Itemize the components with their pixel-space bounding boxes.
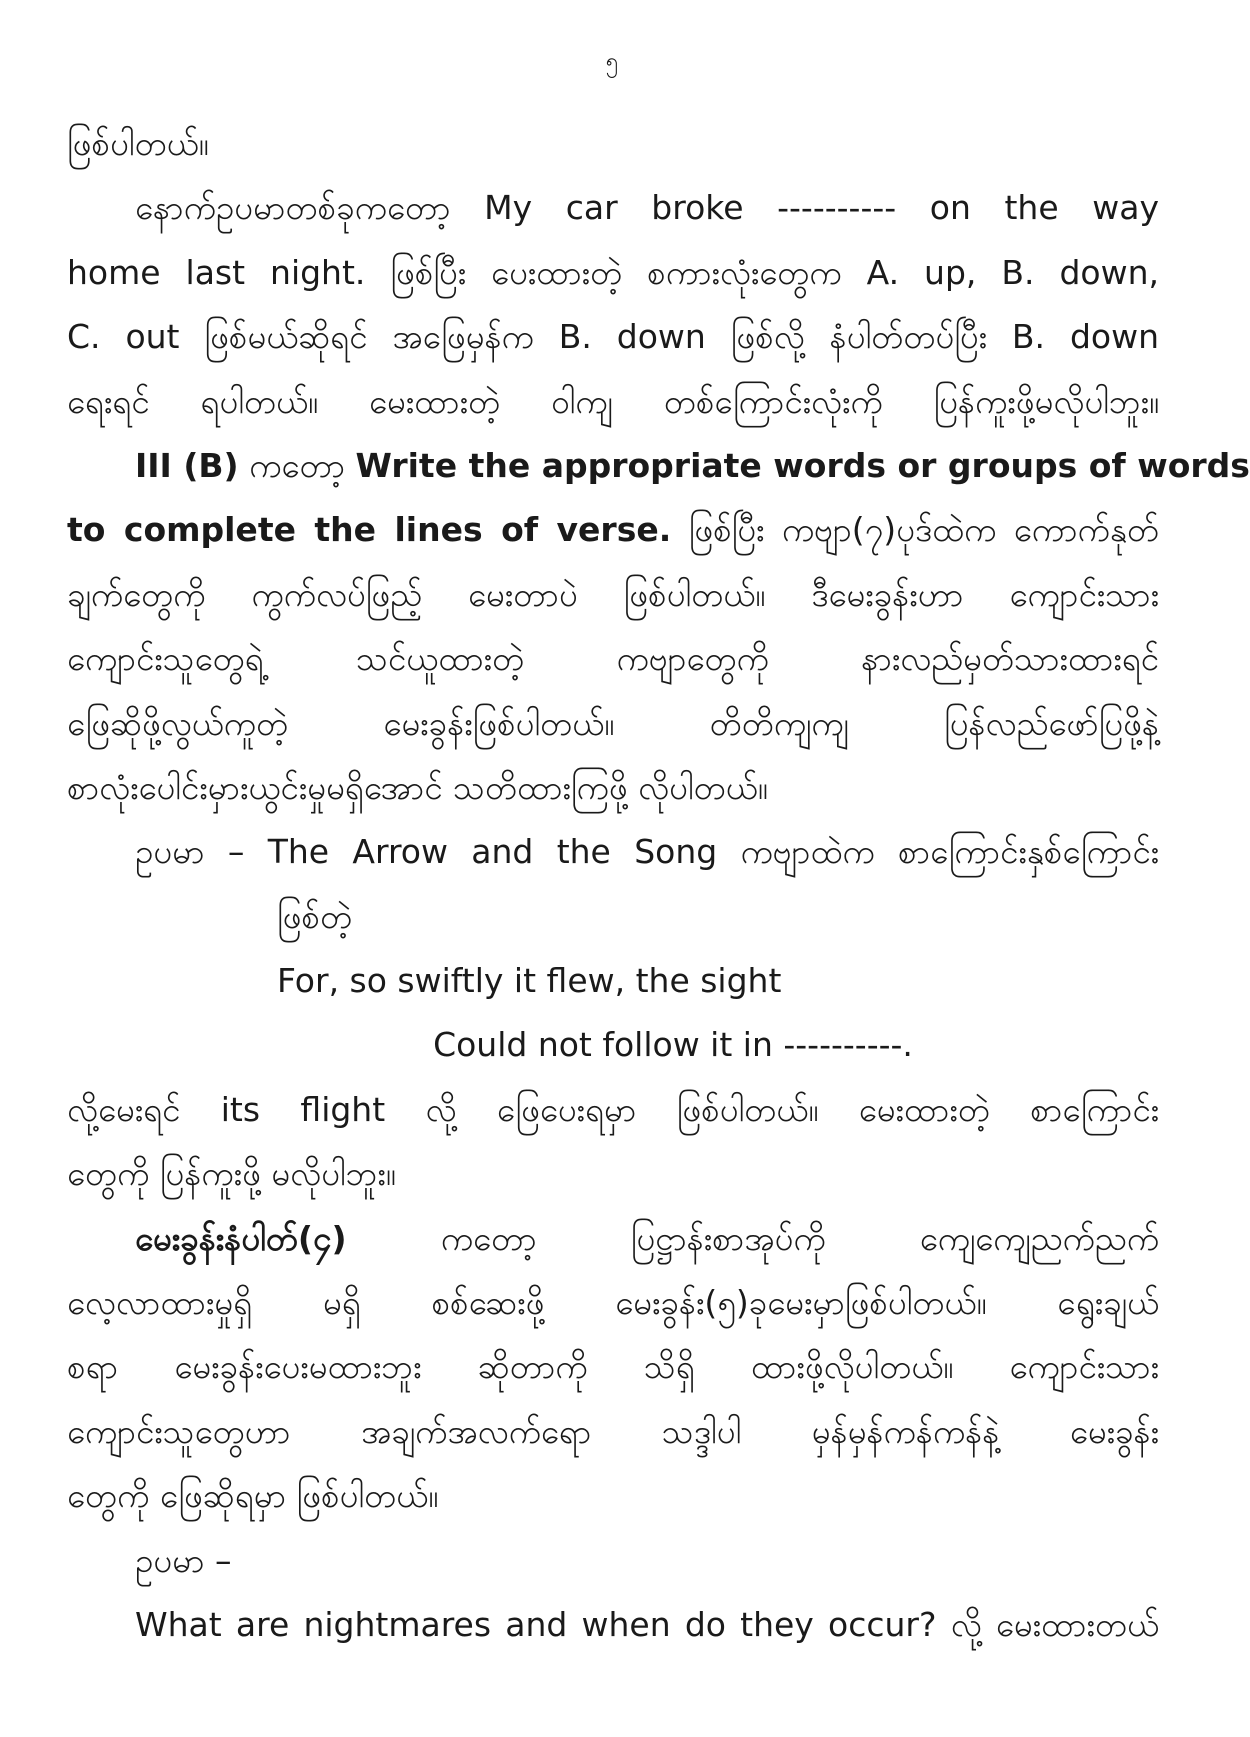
section-label: III (B): [135, 445, 239, 485]
instruction-text: to complete the lines of verse.: [67, 510, 672, 550]
example-line: ဖြစ်တဲ့: [277, 896, 353, 936]
text-line: ဖြစ်ပါတယ်။: [67, 124, 209, 163]
example-line: ဥပမာ –: [135, 1540, 232, 1580]
verse-line: Could not follow it in ----------.: [433, 1025, 913, 1065]
text-fragment: ဖြစ်ပြီး ကဗျာ(၇)ပုဒ်ထဲက ကောက်နုတ်: [671, 510, 1159, 550]
instruction-text: Write the appropriate words or groups of words: [355, 445, 1250, 485]
text-line: ကျောင်းသူတွေရဲ့ သင်ယူထားတဲ့ ကဗျာတွေကို နားလည်မှတ်သားထားရင်: [67, 639, 1159, 679]
text-line: နောက်ဥပမာတစ်ခုကတော့ My car broke ---------- on the way: [135, 188, 1159, 228]
text-line: တွေကို ဖြေဆိုရမှာ ဖြစ်ပါတယ်။: [67, 1476, 439, 1516]
text-line: ကျောင်းသူတွေဟာ အချက်အလက်ရော သဒ္ဒါပါ မှန်မှန်ကန်ကန်နဲ့ မေးခွန်း: [67, 1411, 1159, 1451]
document-body: [67, 112, 1250, 1657]
text-line: ဖြေဆိုဖို့လွယ်ကူတဲ့ မေးခွန်းဖြစ်ပါတယ်။ တိတိကျကျ ပြန်လည်ဖော်ပြဖို့နဲ့: [67, 703, 1159, 743]
text-line: လို့မေးရင် its flight လို့ ဖြေပေးရမှာ ဖြစ်ပါတယ်။ မေးထားတဲ့ စာကြောင်း: [67, 1089, 1159, 1129]
example-line: What are nightmares and when do they occur? လို့ မေးထားတယ်: [135, 1604, 1159, 1644]
text-line: [67, 1207, 1159, 1271]
text-line: တွေကို ပြန်ကူးဖို့ မလိုပါဘူး။: [67, 1154, 396, 1194]
text-line: စာလုံးပေါင်းမှားယွင်းမှုမရှိအောင် သတိထားကြဖို့ လိုပါတယ်။: [67, 767, 768, 807]
text-fragment: ကတော့: [238, 445, 356, 485]
text-line: စရာ မေးခွန်းပေးမထားဘူး ဆိုတာကို သိရှိ ထားဖို့လိုပါတယ်။ ကျောင်းသား: [67, 1347, 1159, 1387]
example-line: ဥပမာ – The Arrow and the Song ကဗျာထဲက စာကြောင်းနှစ်ကြောင်း: [135, 832, 1159, 872]
text-line: လေ့လာထားမှုရှိ မရှိ စစ်ဆေးဖို့ မေးခွန်း(၅)ခုမေးမှာဖြစ်ပါတယ်။ ရွေးချယ်: [67, 1283, 1159, 1323]
text-line: [67, 498, 1159, 562]
verse-line: For, so swiftly it flew, the sight: [277, 961, 782, 1001]
text-line: home last night. ဖြစ်ပြီး ပေးထားတဲ့ စကားလုံးတွေက A. up, B. down,: [67, 252, 1159, 292]
text-line: ချက်တွေကို ကွက်လပ်ဖြည့် မေးတာပဲ ဖြစ်ပါတယ်။ ဒီမေးခွန်းဟာ ကျောင်းသား: [67, 574, 1159, 614]
section-label: မေးခွန်းနံပါတ်(၄): [135, 1218, 347, 1258]
text-line: C. out ဖြစ်မယ်ဆိုရင် အဖြေမှန်က B. down ဖြစ်လို့ နံပါတ်တပ်ပြီး B. down: [67, 317, 1159, 357]
text-fragment: ကတော့ ပြဋ္ဌာန်းစာအုပ်ကို ကျေကျေညက်ညက်: [346, 1218, 1159, 1258]
page-number: ၅: [605, 49, 619, 74]
text-line: ရေးရင် ရပါတယ်။ မေးထားတဲ့ ဝါကျ တစ်ကြောင်းလုံးကို ပြန်ကူးဖို့မလိုပါဘူး။: [67, 381, 1159, 421]
text-line: [67, 434, 1250, 498]
